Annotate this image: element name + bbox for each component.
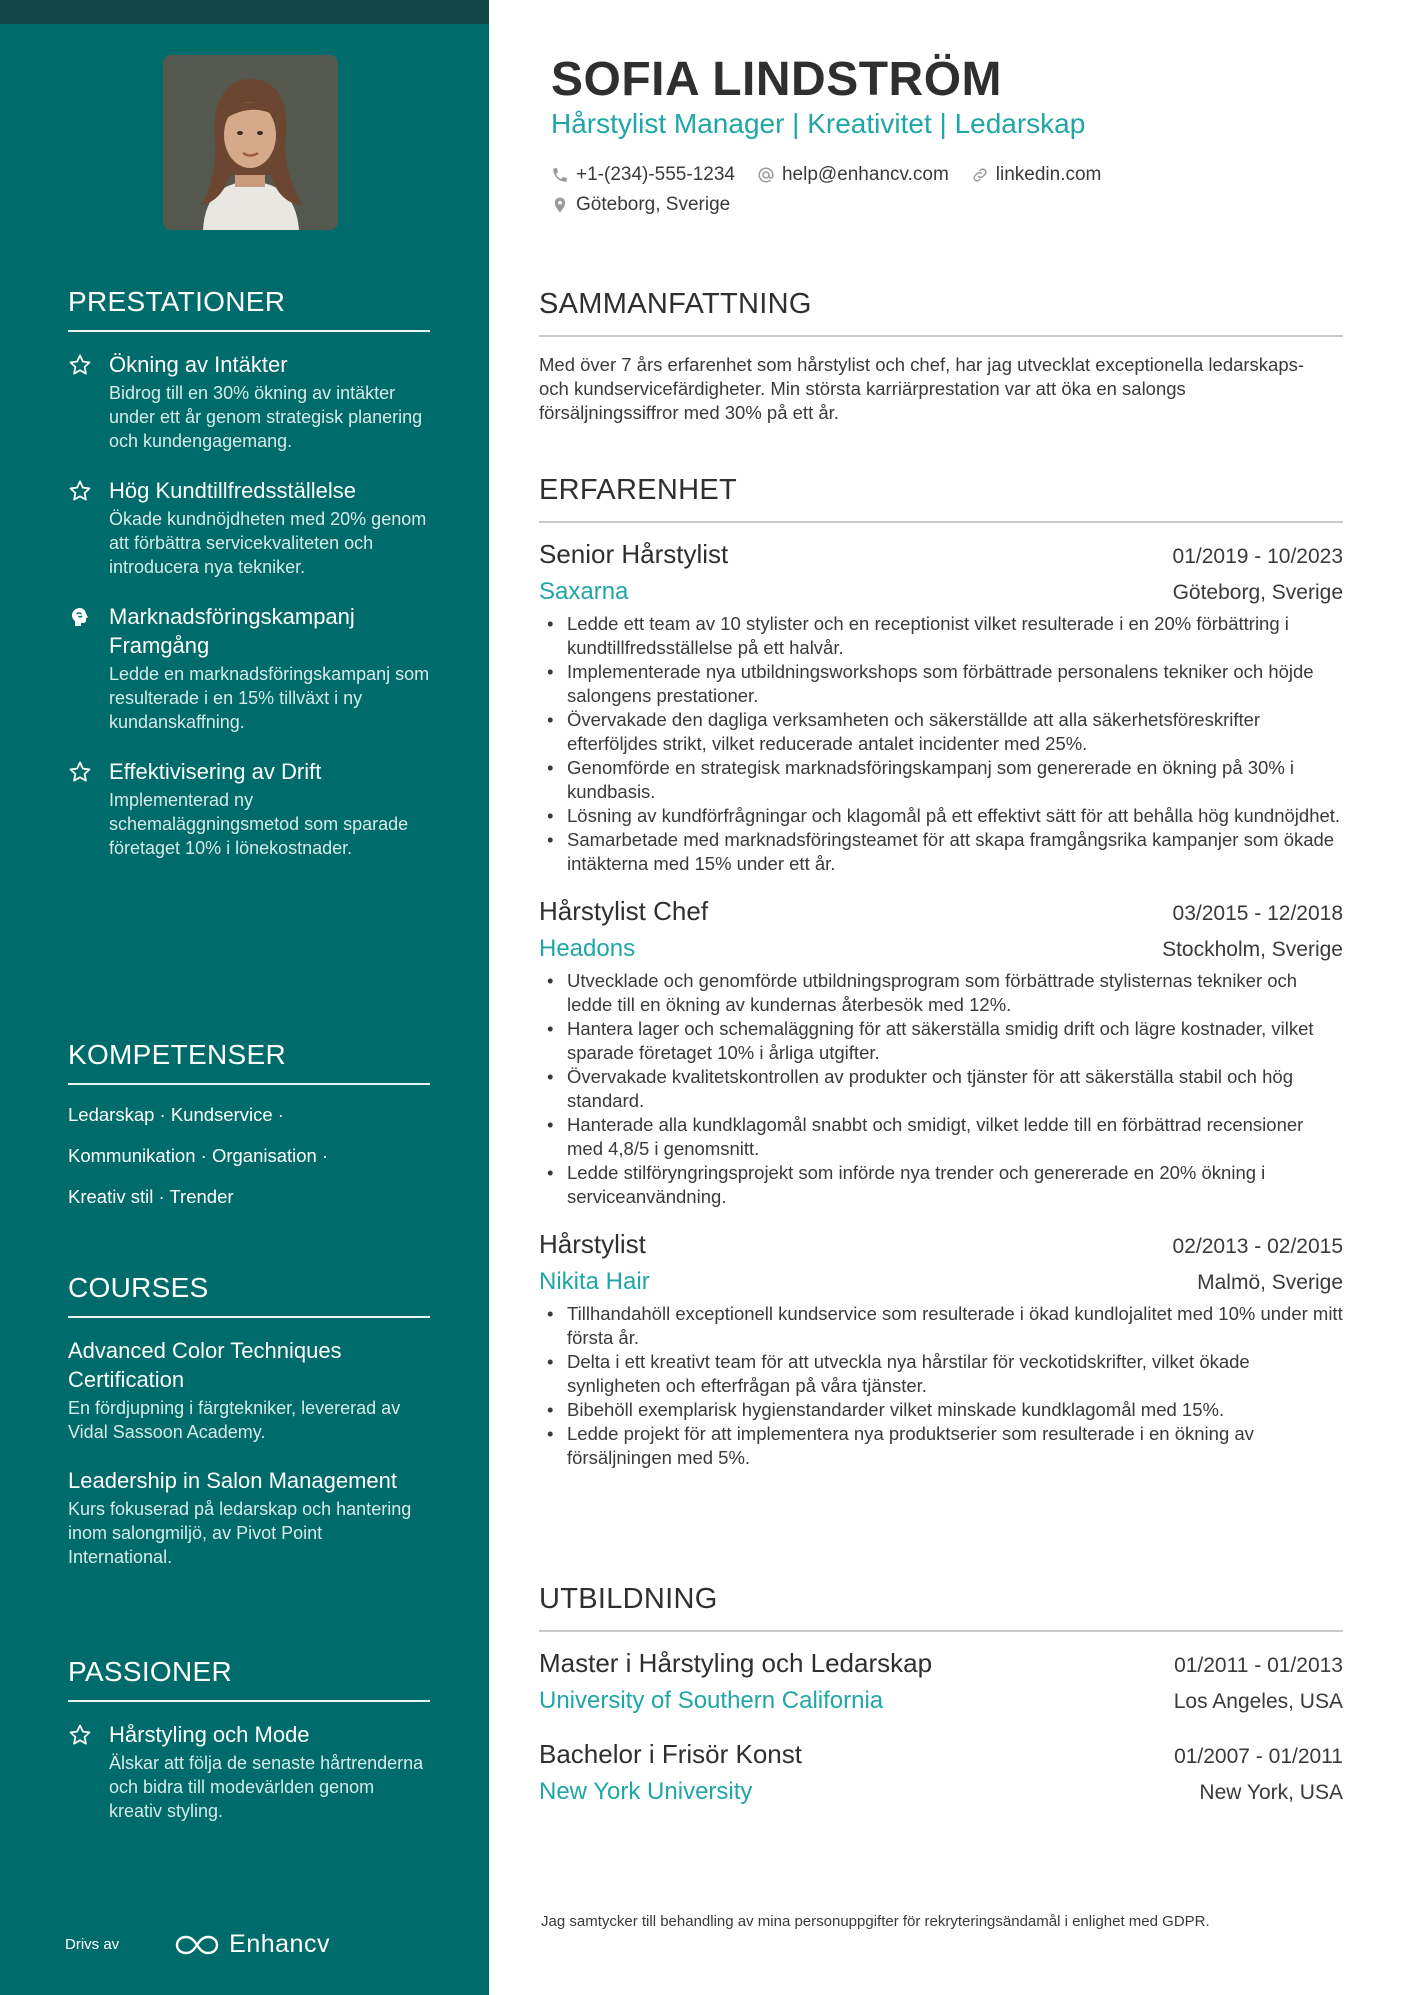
job-bullet: • Övervakade den dagliga verksamheten och säkerställde att alla säkerhetsföreskrifter efterföljdes strikt, vilket reducerade antalet incidenter med 25%. xyxy=(539,708,1343,756)
enhancv-logo-icon xyxy=(175,1934,219,1956)
achievement-item xyxy=(68,757,430,860)
job-bullet: • Tillhandahöll exceptionell kundservice som resulterade i ökad kundlojalitet med 10% under mitt första år. xyxy=(539,1302,1343,1350)
job-bullet: • Hantera lager och schemaläggning för att säkerställa smidig drift och lägre kostnader, vilket sparade företaget 10% i årliga utgifter. xyxy=(539,1017,1343,1065)
skills-line: Ledarskap · Kundservice · xyxy=(68,1104,284,1125)
job-entry xyxy=(539,539,1343,876)
skills-section xyxy=(68,1039,430,1226)
job-title: Senior Hårstylist xyxy=(539,539,729,569)
job-dates: 02/2013 - 02/2015 xyxy=(1172,1235,1343,1258)
contact-email[interactable]: help@enhancv.com xyxy=(757,164,949,186)
powered-by-label: Drivs av xyxy=(65,1936,120,1953)
achievement-title: Hög Kundtillfredsställelse xyxy=(109,478,357,503)
achievement-description: Ledde en marknadsföringskampanj som resulterade i en 15% tillväxt i ny kundanskaffning. xyxy=(109,664,430,732)
achievement-title: Ökning av Intäkter xyxy=(109,352,288,377)
job-bullet: • Ledde projekt för att implementera nya produktserier som resulterade i en ökning av försäljningen med 5%. xyxy=(539,1422,1343,1470)
education-location: New York, USA xyxy=(1199,1781,1343,1804)
sidebar-top-bar xyxy=(0,0,489,24)
passion-title: Hårstyling och Mode xyxy=(109,1722,310,1747)
achievement-description: Implementerad ny schemaläggningsmetod som sparade företaget 10% i lönekostnader. xyxy=(109,790,409,858)
education-dates: 01/2011 - 01/2013 xyxy=(1174,1654,1343,1677)
candidate-headline: Hårstylist Manager | Kreativitet | Ledarskap xyxy=(551,108,1086,139)
job-bullet: • Bibehöll exemplarisk hygienstandarder vilket minskade kundklagomål med 15%. xyxy=(539,1398,1343,1422)
job-dates: 03/2015 - 12/2018 xyxy=(1172,902,1343,925)
education-entry xyxy=(539,1648,1343,1715)
at-icon xyxy=(757,166,775,184)
course-item xyxy=(68,1466,430,1569)
job-bullet: • Delta i ett kreativt team för att utveckla nya hårstilar för veckotidskrifter, vilket ökade synligheten och efterfrågan på våra tjänster. xyxy=(539,1350,1343,1398)
course-description: Kurs fokuserad på ledarskap och hantering inom salongmiljö, av Pivot Point International. xyxy=(68,1499,412,1567)
education-dates: 01/2007 - 01/2011 xyxy=(1174,1745,1343,1768)
job-bullets xyxy=(539,612,1343,876)
profile-photo xyxy=(163,55,338,230)
job-bullet: • Ledde ett team av 10 stylister och en receptionist vilket resulterade i en 20% förbättring i kundtillfredsställelse på ett halvår. xyxy=(539,612,1343,660)
job-bullet: • Utvecklade och genomförde utbildningsprogram som förbättrade stylisternas tekniker och ledde till en ökning av kundernas återbesök med 12%. xyxy=(539,969,1343,1017)
job-bullet: • Hanterade alla kundklagomål snabbt och smidigt, vilket ledde till en förbättrad recensioner med 4,8/5 i genomsnitt. xyxy=(539,1113,1343,1161)
course-title: Leadership in Salon Management xyxy=(68,1468,398,1493)
skills-heading: KOMPETENSER xyxy=(68,1039,430,1085)
summary-section xyxy=(539,288,1343,425)
job-bullets xyxy=(539,969,1343,1209)
education-degree: Bachelor i Frisör Konst xyxy=(539,1739,802,1769)
course-item xyxy=(68,1336,430,1444)
contact-linkedin[interactable]: linkedin.com xyxy=(971,164,1102,186)
star-icon xyxy=(68,353,92,377)
education-degree: Master i Hårstyling och Ledarskap xyxy=(539,1648,933,1678)
passion-description: Älskar att följa de senaste hårtrenderna och bidra till modevärlden genom kreativ styling. xyxy=(109,1753,424,1821)
summary-heading: SAMMANFATTNING xyxy=(539,288,1343,337)
education-heading: UTBILDNING xyxy=(539,1583,1343,1632)
job-company: Nikita Hair xyxy=(539,1268,650,1295)
job-bullets xyxy=(539,1302,1343,1470)
experience-section xyxy=(539,474,1343,1490)
summary-text: Med över 7 års erfarenhet som hårstylist och chef, har jag utvecklat exceptionella ledarskaps- och kundservicefärdigheter. Min största karriärprestation var att öka en salongs försäljningssiffror med 30% på ett år. xyxy=(539,354,1305,423)
achievement-item xyxy=(68,602,430,734)
experience-heading: ERFARENHET xyxy=(539,474,1343,523)
achievement-title: Marknadsföringskampanj Framgång xyxy=(109,604,355,658)
powered-by xyxy=(65,1930,330,1959)
passion-item xyxy=(68,1720,430,1823)
achievement-description: Ökade kundnöjdheten med 20% genom att förbättra servicekvaliteten och introducera nya tekniker. xyxy=(109,509,427,577)
job-bullet: • Genomförde en strategisk marknadsföringskampanj som genererade en ökning på 30% i kundbasis. xyxy=(539,756,1343,804)
enhancv-logo[interactable] xyxy=(175,1930,330,1959)
job-bullet: • Övervakade kvalitetskontrollen av produkter och tjänster för att säkerställa stabil och hög standard. xyxy=(539,1065,1343,1113)
phone-icon xyxy=(551,166,569,184)
education-school: University of Southern California xyxy=(539,1687,884,1714)
contact-phone[interactable]: +1-(234)-555-1234 xyxy=(551,164,735,186)
enhancv-logo-text: Enhancv xyxy=(229,1930,330,1958)
courses-section xyxy=(68,1272,430,1591)
contact-location: Göteborg, Sverige xyxy=(551,194,730,216)
job-title: Hårstylist xyxy=(539,1229,646,1259)
job-entry xyxy=(539,896,1343,1209)
achievement-title: Effektivisering av Drift xyxy=(109,759,322,784)
brain-icon xyxy=(68,605,92,629)
location-pin-icon xyxy=(551,196,569,214)
job-location: Göteborg, Sverige xyxy=(1172,581,1343,604)
achievements-section xyxy=(68,286,430,883)
link-icon xyxy=(971,166,989,184)
achievement-item xyxy=(68,476,430,579)
education-section xyxy=(539,1583,1343,1830)
skills-line: Kreativ stil · Trender xyxy=(68,1186,234,1207)
gdpr-consent: Jag samtycker till behandling av mina personuppgifter för rekryteringsändamål i enlighet med GDPR. xyxy=(541,1913,1210,1930)
candidate-name: SOFIA LINDSTRÖM xyxy=(551,53,1003,106)
job-bullet: • Lösning av kundförfrågningar och klagomål på ett effektivt sätt för att behålla hög kundnöjdhet. xyxy=(539,804,1343,828)
education-school: New York University xyxy=(539,1778,753,1805)
skills-line: Kommunikation · Organisation · xyxy=(68,1145,329,1166)
star-icon xyxy=(68,479,92,503)
course-description: En fördjupning i färgtekniker, levererad av Vidal Sassoon Academy. xyxy=(68,1398,401,1442)
achievements-heading: PRESTATIONER xyxy=(68,286,430,332)
passions-section xyxy=(68,1656,430,1846)
education-location: Los Angeles, USA xyxy=(1173,1690,1343,1713)
job-company: Saxarna xyxy=(539,578,629,605)
contact-info xyxy=(551,160,1251,220)
job-location: Malmö, Sverige xyxy=(1197,1271,1343,1294)
achievement-item xyxy=(68,350,430,453)
achievement-description: Bidrog till en 30% ökning av intäkter under ett år genom strategisk planering och kundengagemang. xyxy=(109,383,423,451)
job-bullet: • Samarbetade med marknadsföringsteamet för att skapa framgångsrika kampanjer som ökade intäkterna med 15% under ett år. xyxy=(539,828,1343,876)
star-icon xyxy=(68,760,92,784)
job-bullet: • Implementerade nya utbildningsworkshops som förbättrade personalens tekniker och höjde salongens prestationer. xyxy=(539,660,1343,708)
passions-heading: PASSIONER xyxy=(68,1656,430,1702)
education-entry xyxy=(539,1739,1343,1806)
star-icon xyxy=(68,1723,92,1747)
job-bullet: • Ledde stilföryngringsprojekt som införde nya trender och genererade en 20% ökning i serviceanvändning. xyxy=(539,1161,1343,1209)
job-title: Hårstylist Chef xyxy=(539,896,709,926)
course-title: Advanced Color Techniques Certification xyxy=(68,1338,342,1392)
job-location: Stockholm, Sverige xyxy=(1162,938,1343,961)
sidebar xyxy=(0,0,489,1995)
job-dates: 01/2019 - 10/2023 xyxy=(1172,545,1343,568)
courses-heading: COURSES xyxy=(68,1272,430,1318)
job-company: Headons xyxy=(539,935,636,962)
job-entry xyxy=(539,1229,1343,1470)
